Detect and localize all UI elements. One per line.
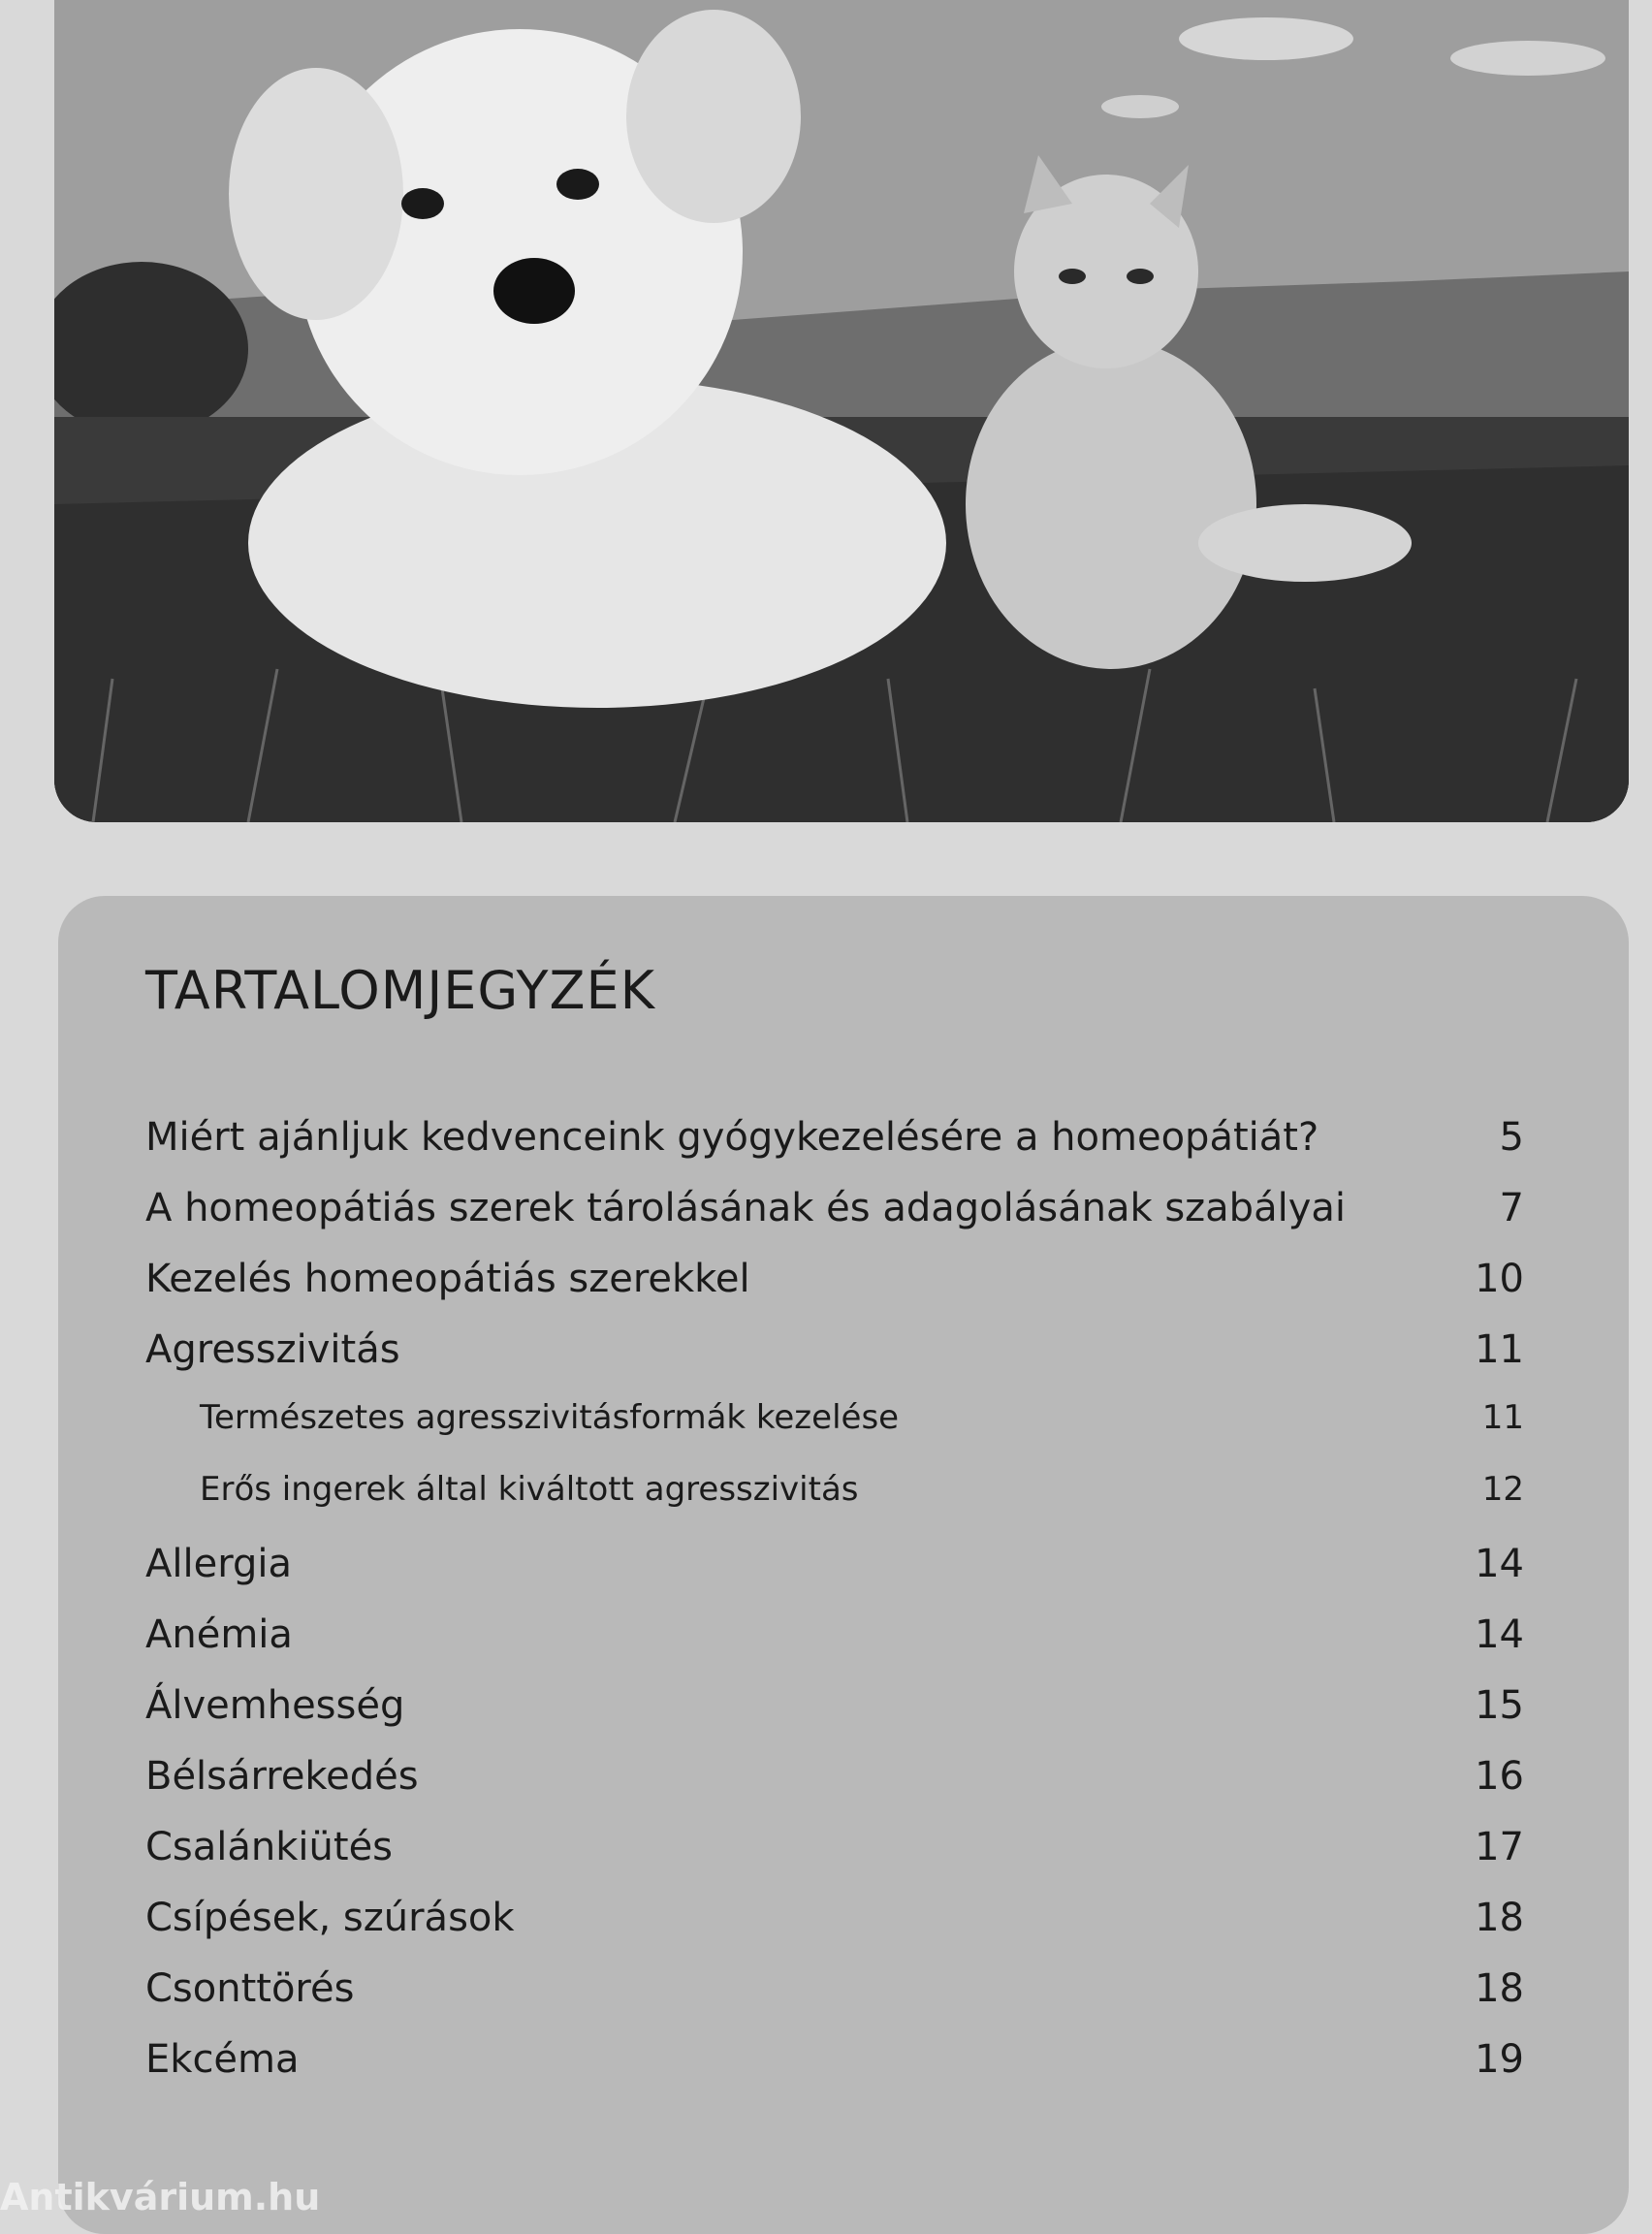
watermark: Antikvárium.hu bbox=[0, 2176, 321, 2218]
toc-entry-title: Ekcéma bbox=[145, 2037, 300, 2082]
toc-entry[interactable] bbox=[145, 1612, 1524, 1683]
toc-entry[interactable] bbox=[145, 1115, 1524, 1186]
toc-entry-page: 17 bbox=[1475, 1825, 1524, 1869]
toc-entry[interactable] bbox=[145, 1683, 1524, 1754]
toc-entry-page: 11 bbox=[1481, 1398, 1524, 1437]
toc-entry-title: Csalánkiütés bbox=[145, 1825, 394, 1869]
toc-list bbox=[145, 1115, 1524, 2108]
toc-title: TARTALOMJEGYZÉK bbox=[145, 960, 656, 1021]
toc-entry-title: Anémia bbox=[145, 1612, 293, 1657]
toc-entry-page: 7 bbox=[1499, 1186, 1524, 1230]
toc-entry-page: 18 bbox=[1475, 1966, 1524, 2011]
toc-entry[interactable] bbox=[145, 1825, 1524, 1896]
toc-entry-title: Agresszivitás bbox=[145, 1327, 400, 1372]
toc-subentry[interactable] bbox=[145, 1470, 1524, 1542]
toc-entry[interactable] bbox=[145, 1327, 1524, 1398]
toc-entry[interactable] bbox=[145, 2037, 1524, 2108]
toc-entry[interactable] bbox=[145, 1966, 1524, 2037]
toc-entry-page: 12 bbox=[1481, 1470, 1524, 1509]
toc-entry-page: 19 bbox=[1475, 2037, 1524, 2082]
toc-entry-page: 10 bbox=[1475, 1257, 1524, 1301]
toc-entry[interactable] bbox=[145, 1257, 1524, 1327]
toc-entry-title: Csípések, szúrások bbox=[145, 1896, 515, 1940]
toc-entry-page: 16 bbox=[1475, 1754, 1524, 1799]
toc-entry-page: 14 bbox=[1475, 1542, 1524, 1586]
toc-entry[interactable] bbox=[145, 1896, 1524, 1966]
toc-entry-page: 18 bbox=[1475, 1896, 1524, 1940]
toc-entry-page: 15 bbox=[1475, 1683, 1524, 1728]
toc-entry-title: Kezelés homeopátiás szerekkel bbox=[145, 1257, 750, 1301]
toc-entry-title: Természetes agresszivitásformák kezelése bbox=[200, 1398, 900, 1437]
toc-subentry[interactable] bbox=[145, 1398, 1524, 1470]
dog-and-kitten-photo bbox=[54, 0, 1629, 822]
toc-entry-page: 5 bbox=[1499, 1115, 1524, 1160]
toc-entry-title: A homeopátiás szerek tárolásának és adagolásának szabályai bbox=[145, 1186, 1346, 1230]
toc-entry[interactable] bbox=[145, 1542, 1524, 1612]
toc-entry-title: Miért ajánljuk kedvenceink gyógykezelésére a homeopátiát? bbox=[145, 1115, 1319, 1160]
toc-entry[interactable] bbox=[145, 1754, 1524, 1825]
toc-entry-page: 14 bbox=[1475, 1612, 1524, 1657]
toc-entry-page: 11 bbox=[1475, 1327, 1524, 1372]
toc-entry-title: Csonttörés bbox=[145, 1966, 355, 2011]
toc-entry-title: Bélsárrekedés bbox=[145, 1754, 419, 1799]
toc-entry-title: Erős ingerek által kiváltott agresszivitás bbox=[200, 1470, 859, 1509]
photo-illustration bbox=[54, 0, 1629, 822]
toc-entry[interactable] bbox=[145, 1186, 1524, 1257]
toc-entry-title: Álvemhesség bbox=[145, 1683, 405, 1728]
toc-entry-title: Allergia bbox=[145, 1542, 292, 1586]
